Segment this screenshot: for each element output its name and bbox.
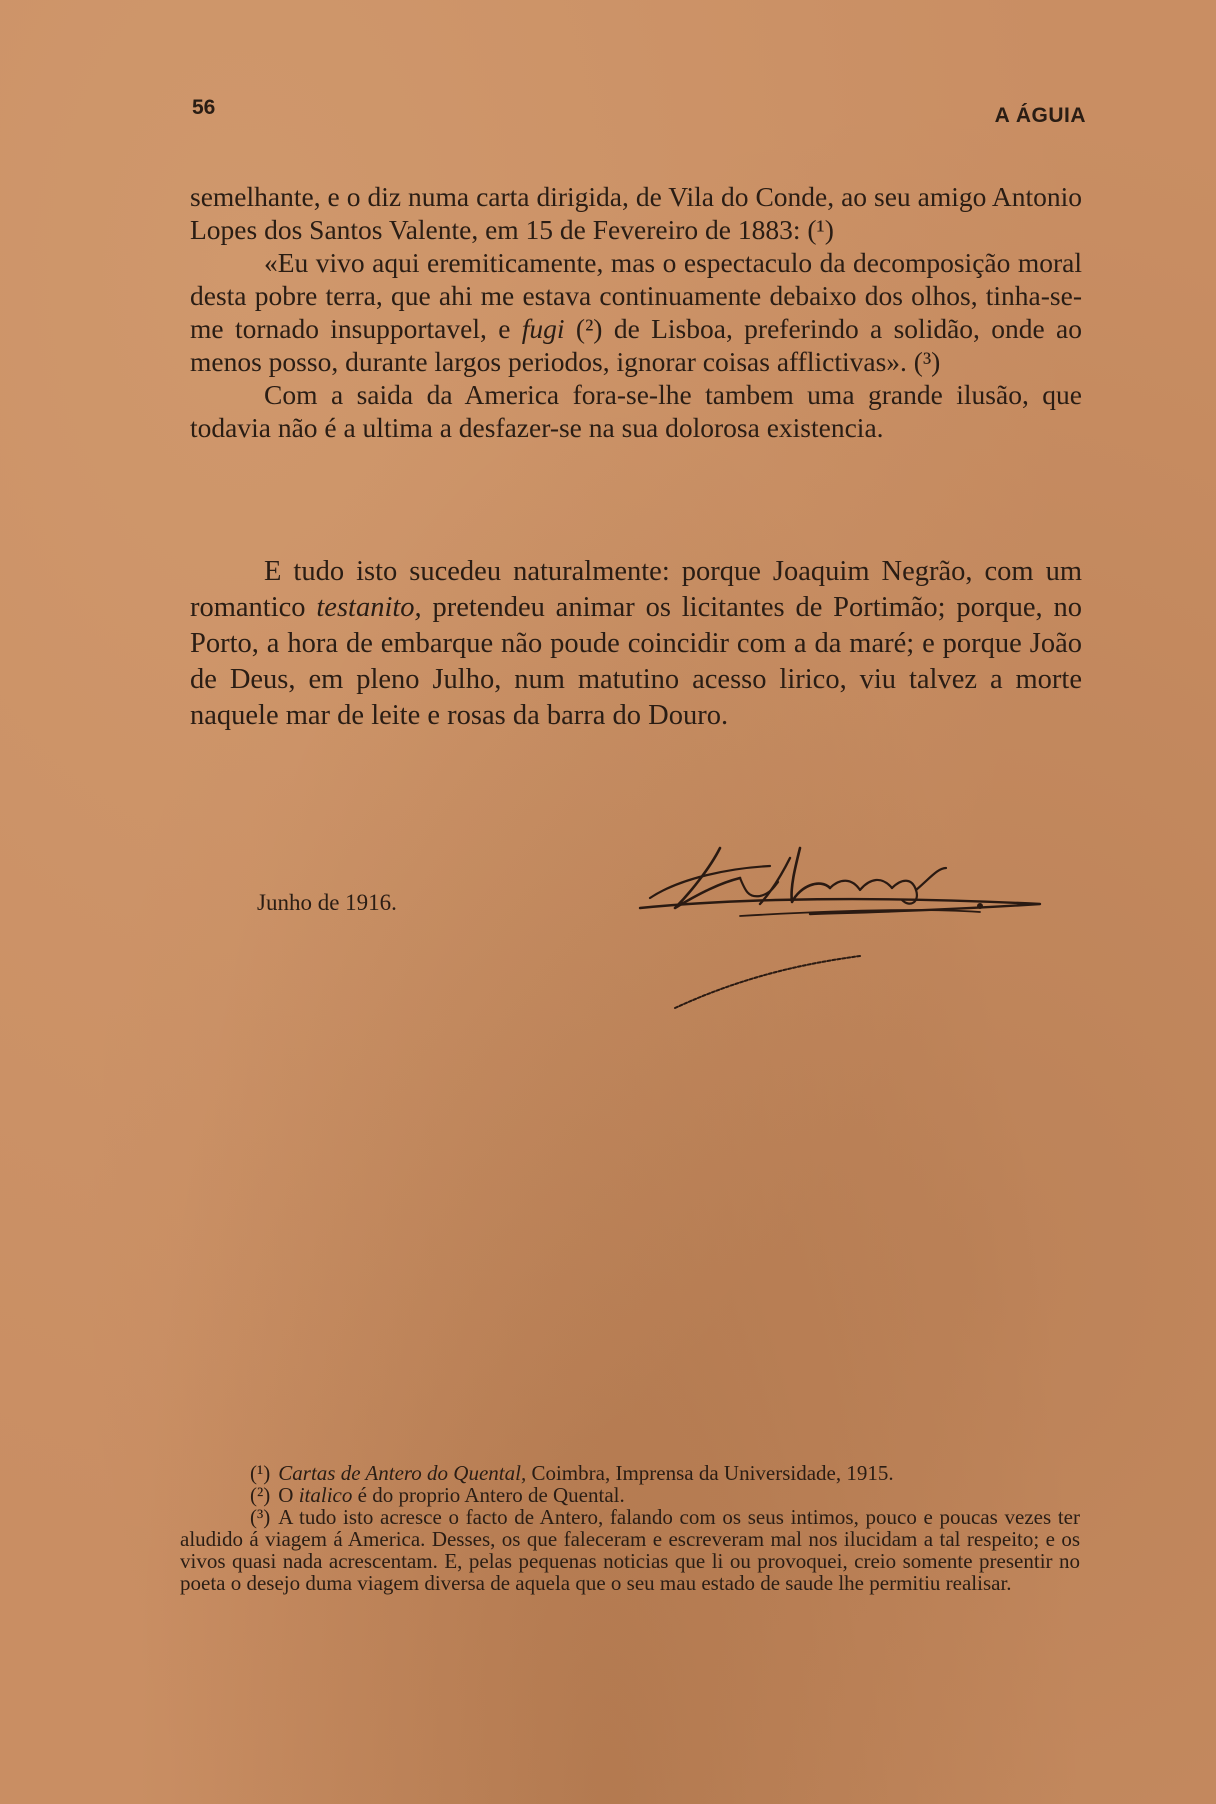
footnote-text: Coimbra, Imprensa da Universidade, 1915. — [526, 1461, 894, 1485]
quoted-letter — [190, 246, 1082, 378]
paragraph-america: Com a saida da America fora-se-lhe tambem uma grande ilusão, que todavia não é a ultima a desfazer-se na sua dolorosa existencia. — [190, 379, 1082, 443]
footnote-text: A tudo isto acresce o facto de Antero, falando com os seus intimos, pouco e poucas vezes ter aludido á viagem á America. Desses, os que faleceram e escreveram mal nos ilucidam a tal respeito; e os vivos quasi nada acrescentam. E, pelas pequenas noticias que li ou provoquei, creio somente presentir no poeta o desejo duma viagem diversa de aquela que o seu mau estado de saude lhe permitiu realisar. — [180, 1505, 1080, 1595]
footnote-text: é do proprio Antero de Quental. — [352, 1483, 625, 1507]
footnote-mark: (³) — [250, 1505, 271, 1529]
paragraph-letter-intro — [190, 180, 1082, 246]
footnote-3 — [180, 1506, 1080, 1594]
footnote-italic: Cartas de Antero do Quental, — [278, 1461, 527, 1485]
footnote-ref-2: (²) — [575, 313, 603, 344]
footnote-ref-1: (¹) — [807, 214, 834, 245]
footnote-italic: italico — [298, 1483, 353, 1507]
quote-text-a: «Eu vivo aqui eremiticamente, mas o espectaculo da decomposição moral desta pobre terra, que ahi me estava continuamente debaixo dos olhos, tinha-se-me tornado insupportavel, e — [190, 247, 1082, 344]
paragraph-text: semelhante, e o diz numa carta dirigida, de Vila do Conde, ao seu amigo Antonio Lopes dos Santos Valente, em 15 de Fevereiro de 1883: — [190, 181, 1082, 245]
text-block-upper — [190, 180, 1082, 444]
footnotes — [180, 1462, 1080, 1594]
footnote-ref-3: (³) — [913, 346, 941, 377]
footnote-mark: (¹) — [250, 1461, 271, 1485]
footnote-mark: (²) — [250, 1483, 271, 1507]
footnote-text: O — [278, 1483, 299, 1507]
conclusion-text-a: E tudo isto sucedeu naturalmente: porque Joaquim Negrão, com um romantico — [190, 556, 1082, 623]
page-number: 56 — [192, 96, 216, 119]
italic-word-fugi: fugi — [521, 313, 565, 344]
handwritten-signature-icon — [620, 838, 1060, 1018]
conclusion-text-b: pretendeu animar os licitantes de Portimão; porque, no Porto, a hora de embarque não poude coincidir com a da maré; e porque João de Deus, em pleno Julho, num matutino acesso lirico, viu talvez a morte naquele mar de leite e rosas da barra do Douro. — [190, 592, 1082, 731]
italic-word-testanito: testanito, — [316, 592, 422, 623]
footnote-2 — [180, 1484, 1080, 1506]
quote-text-b: de Lisboa, preferindo a solidão, onde ao menos posso, durante largos periodos, ignorar coisas afflictivas». — [190, 313, 1083, 377]
footnote-1 — [180, 1462, 1080, 1484]
running-head — [192, 96, 1086, 136]
paragraph-conclusion — [190, 554, 1082, 734]
dateline: Junho de 1916. — [257, 890, 397, 915]
journal-title: A ÁGUIA — [994, 104, 1086, 127]
text-block-conclusion — [190, 554, 1082, 734]
